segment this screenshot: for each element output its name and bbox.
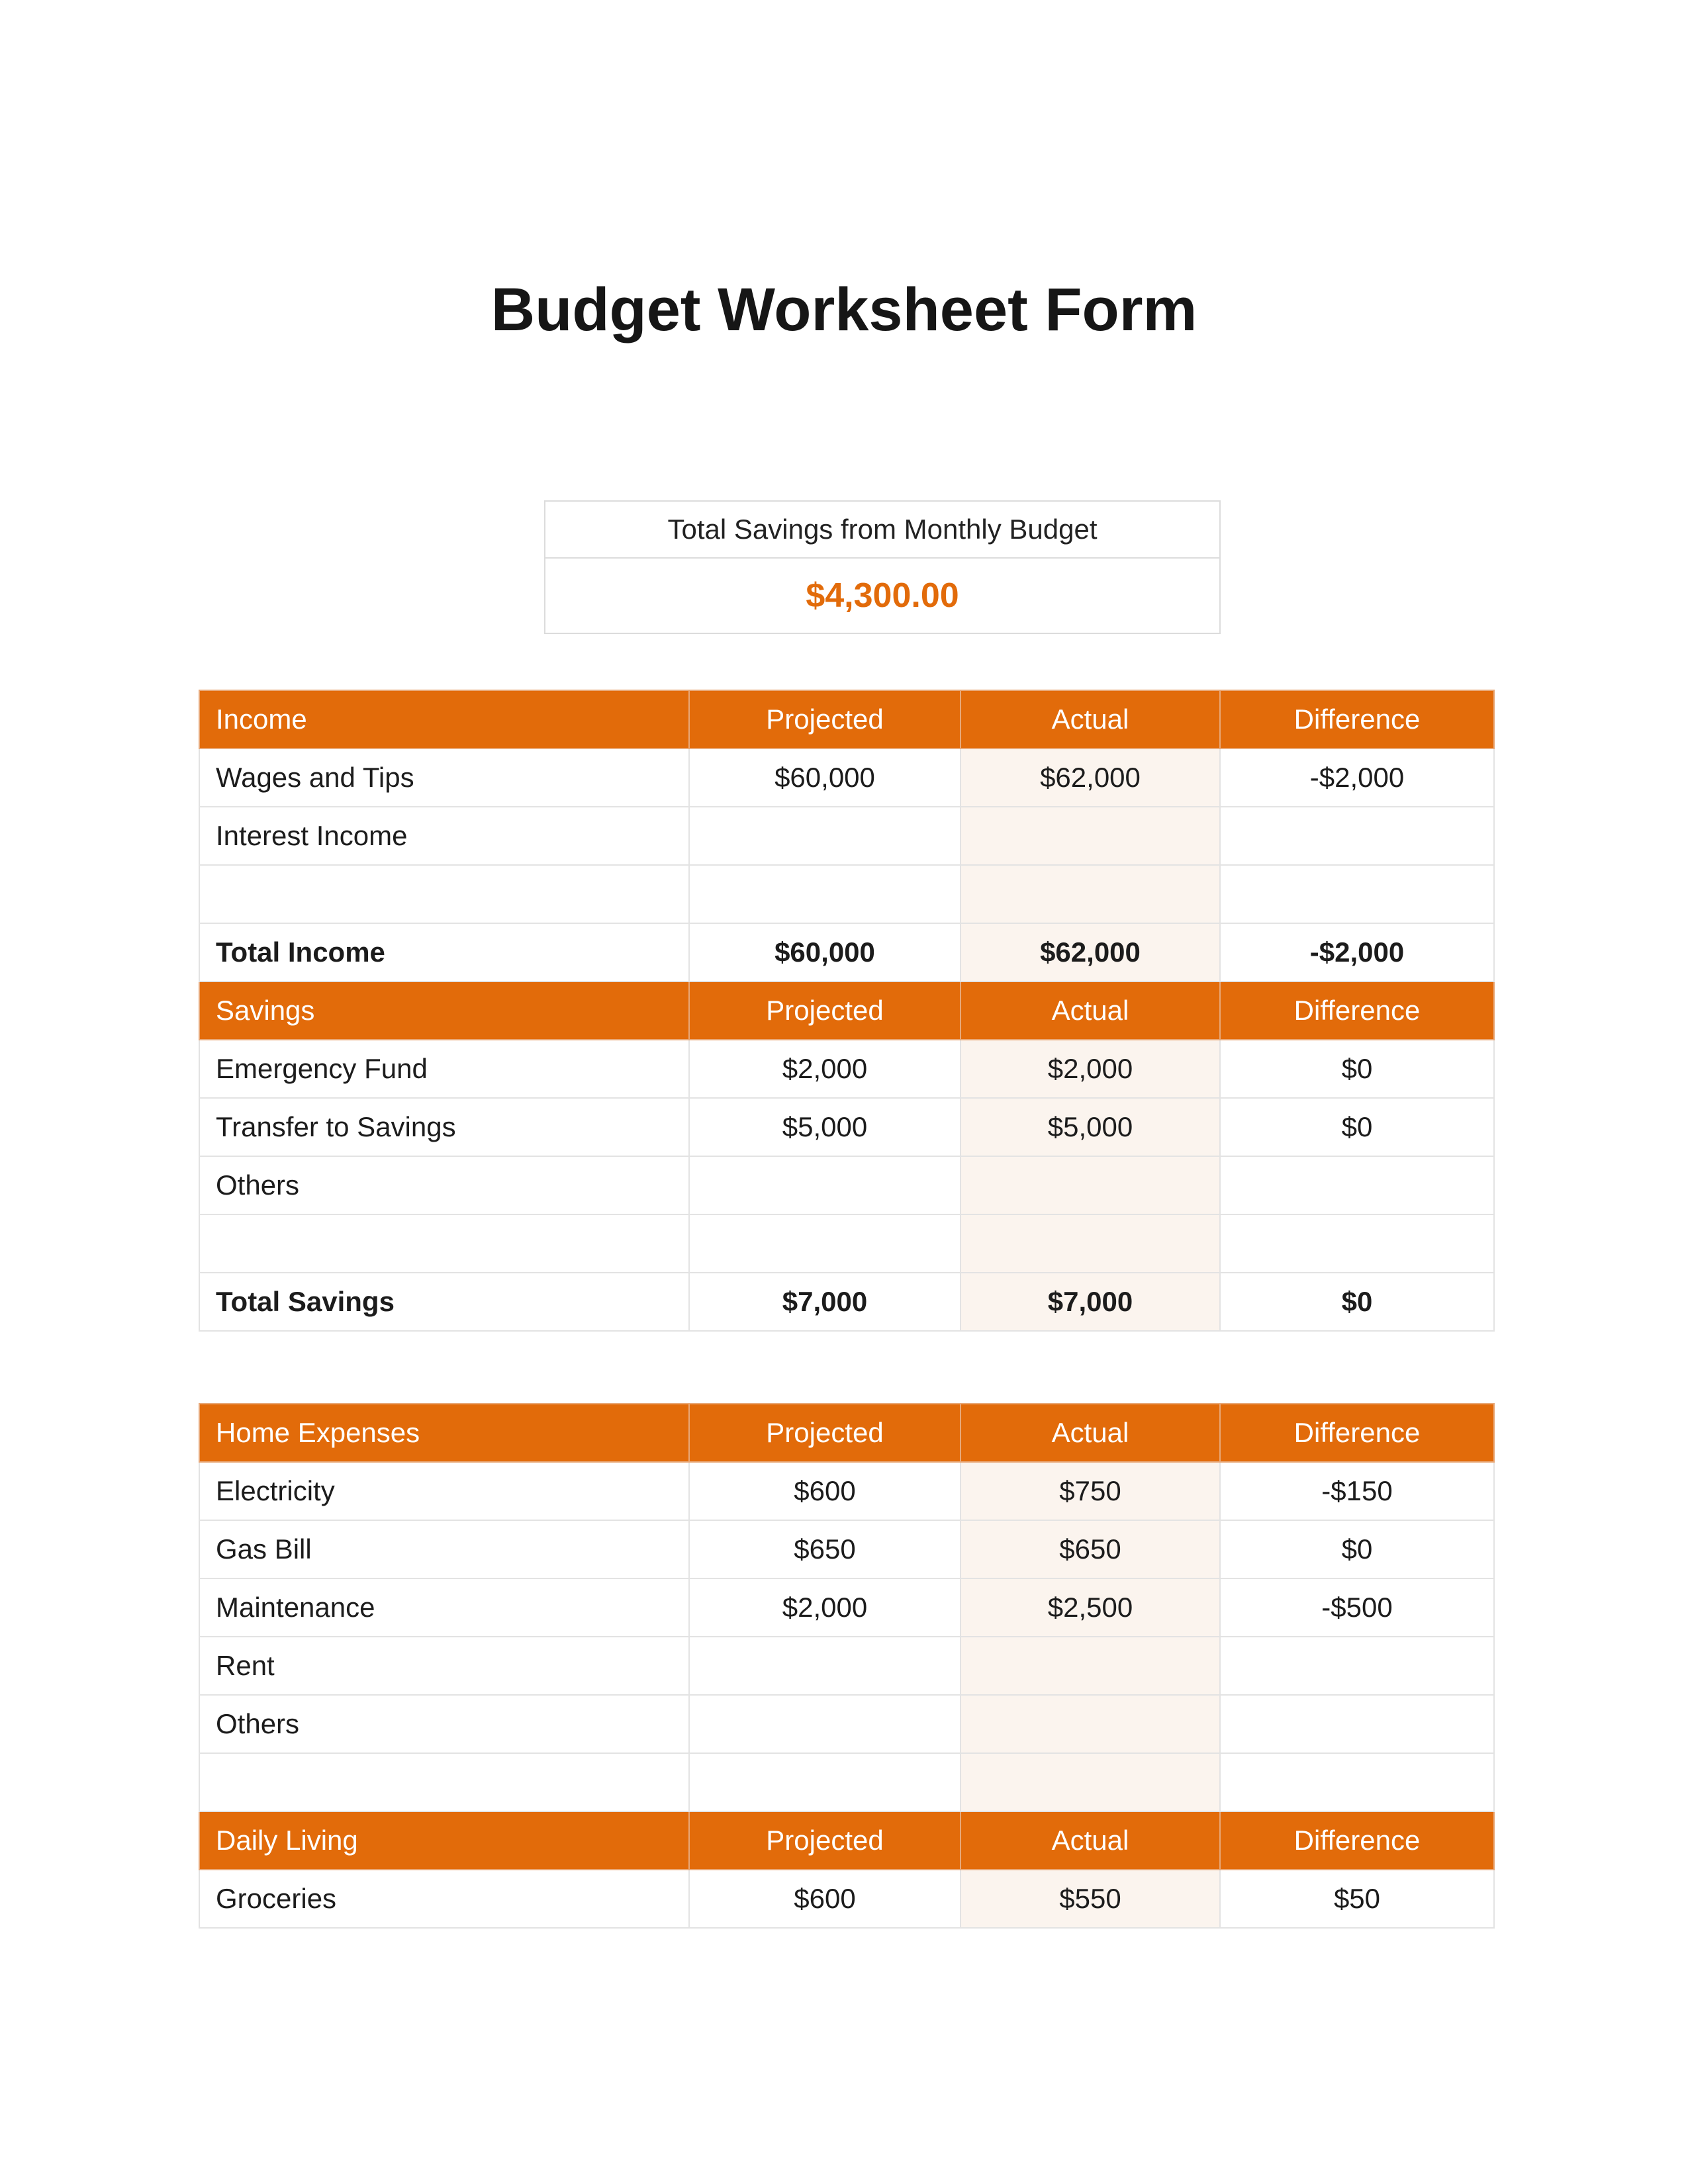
savings-row (199, 1214, 1494, 1273)
income-row (199, 807, 1494, 865)
income-difference-cell[interactable] (1220, 865, 1494, 923)
savings-row (199, 1156, 1494, 1214)
savings-projected-cell[interactable] (689, 1214, 961, 1273)
home-expenses-difference-cell[interactable]: -$500 (1220, 1578, 1494, 1637)
income-row (199, 749, 1494, 807)
home-expenses-difference-cell[interactable]: $0 (1220, 1520, 1494, 1578)
savings-label-cell: Others (199, 1156, 689, 1214)
home-expenses-actual-cell[interactable] (961, 1753, 1220, 1811)
home-expenses-label-cell: Gas Bill (199, 1520, 689, 1578)
home-expenses-row (199, 1695, 1494, 1753)
savings-actual-cell[interactable] (961, 1156, 1220, 1214)
home-expenses-actual-cell[interactable] (961, 1695, 1220, 1753)
daily-living-actual-cell[interactable]: $550 (961, 1870, 1220, 1928)
daily-living-label-cell: Groceries (199, 1870, 689, 1928)
savings-total-row (199, 1273, 1494, 1331)
total-savings-summary (544, 500, 1221, 634)
savings-header-row (199, 981, 1494, 1040)
savings-label-cell: Total Savings (199, 1273, 689, 1331)
home-expenses-projected-cell[interactable] (689, 1695, 961, 1753)
income-header-row (199, 690, 1494, 749)
home-expenses-difference-cell[interactable] (1220, 1637, 1494, 1695)
savings-row (199, 1040, 1494, 1098)
income-actual-cell[interactable] (961, 807, 1220, 865)
savings-projected-cell[interactable]: $5,000 (689, 1098, 961, 1156)
home-expenses-label-cell: Rent (199, 1637, 689, 1695)
income-label-cell (199, 865, 689, 923)
daily-living-difference-cell[interactable]: $50 (1220, 1870, 1494, 1928)
income-difference-cell: Difference (1220, 690, 1494, 749)
page-title: Budget Worksheet Form (491, 276, 1197, 343)
income-label-cell: Wages and Tips (199, 749, 689, 807)
savings-actual-cell: Actual (961, 981, 1220, 1040)
home-expenses-label-cell: Home Expenses (199, 1404, 689, 1462)
home-expenses-actual-cell[interactable]: $2,500 (961, 1578, 1220, 1637)
home-expenses-row (199, 1578, 1494, 1637)
home-expenses-row (199, 1637, 1494, 1695)
home-expenses-actual-cell: Actual (961, 1404, 1220, 1462)
savings-label-cell: Emergency Fund (199, 1040, 689, 1098)
savings-label-cell (199, 1214, 689, 1273)
home-expenses-label-cell: Others (199, 1695, 689, 1753)
daily-living-row (199, 1870, 1494, 1928)
income-label-cell: Total Income (199, 923, 689, 981)
income-difference-cell[interactable] (1220, 807, 1494, 865)
savings-row (199, 1098, 1494, 1156)
summary-value: $4,300.00 (545, 558, 1220, 633)
savings-projected-cell: $7,000 (689, 1273, 961, 1331)
income-projected-cell[interactable] (689, 865, 961, 923)
expenses-table (199, 1403, 1495, 1929)
home-expenses-row (199, 1462, 1494, 1520)
savings-difference-cell[interactable] (1220, 1214, 1494, 1273)
income-total-row (199, 923, 1494, 981)
savings-projected-cell: Projected (689, 981, 961, 1040)
income-actual-cell[interactable] (961, 865, 1220, 923)
income-row (199, 865, 1494, 923)
income-label-cell: Interest Income (199, 807, 689, 865)
home-expenses-difference-cell[interactable] (1220, 1753, 1494, 1811)
daily-living-difference-cell: Difference (1220, 1811, 1494, 1870)
home-expenses-actual-cell[interactable]: $750 (961, 1462, 1220, 1520)
daily-living-header-row (199, 1811, 1494, 1870)
savings-projected-cell[interactable]: $2,000 (689, 1040, 961, 1098)
income-projected-cell: Projected (689, 690, 961, 749)
savings-actual-cell[interactable] (961, 1214, 1220, 1273)
home-expenses-projected-cell[interactable]: $600 (689, 1462, 961, 1520)
home-expenses-header-row (199, 1404, 1494, 1462)
summary-label: Total Savings from Monthly Budget (545, 501, 1220, 558)
home-expenses-difference-cell: Difference (1220, 1404, 1494, 1462)
income-actual-cell: $62,000 (961, 923, 1220, 981)
savings-projected-cell[interactable] (689, 1156, 961, 1214)
savings-difference-cell[interactable]: $0 (1220, 1098, 1494, 1156)
income-projected-cell[interactable]: $60,000 (689, 749, 961, 807)
savings-actual-cell: $7,000 (961, 1273, 1220, 1331)
daily-living-label-cell: Daily Living (199, 1811, 689, 1870)
savings-label-cell: Transfer to Savings (199, 1098, 689, 1156)
daily-living-projected-cell: Projected (689, 1811, 961, 1870)
savings-actual-cell[interactable]: $2,000 (961, 1040, 1220, 1098)
home-expenses-label-cell (199, 1753, 689, 1811)
daily-living-projected-cell[interactable]: $600 (689, 1870, 961, 1928)
home-expenses-actual-cell[interactable]: $650 (961, 1520, 1220, 1578)
home-expenses-label-cell: Maintenance (199, 1578, 689, 1637)
home-expenses-difference-cell[interactable] (1220, 1695, 1494, 1753)
income-savings-table (199, 690, 1495, 1332)
savings-label-cell: Savings (199, 981, 689, 1040)
home-expenses-label-cell: Electricity (199, 1462, 689, 1520)
home-expenses-projected-cell[interactable]: $650 (689, 1520, 961, 1578)
home-expenses-actual-cell[interactable] (961, 1637, 1220, 1695)
home-expenses-projected-cell[interactable] (689, 1637, 961, 1695)
income-difference-cell: -$2,000 (1220, 923, 1494, 981)
income-difference-cell[interactable]: -$2,000 (1220, 749, 1494, 807)
income-projected-cell: $60,000 (689, 923, 961, 981)
income-projected-cell[interactable] (689, 807, 961, 865)
home-expenses-row (199, 1753, 1494, 1811)
income-actual-cell: Actual (961, 690, 1220, 749)
home-expenses-row (199, 1520, 1494, 1578)
income-label-cell: Income (199, 690, 689, 749)
savings-difference-cell[interactable] (1220, 1156, 1494, 1214)
home-expenses-projected-cell: Projected (689, 1404, 961, 1462)
savings-actual-cell[interactable]: $5,000 (961, 1098, 1220, 1156)
savings-difference-cell: Difference (1220, 981, 1494, 1040)
home-expenses-projected-cell[interactable] (689, 1753, 961, 1811)
daily-living-actual-cell: Actual (961, 1811, 1220, 1870)
home-expenses-projected-cell[interactable]: $2,000 (689, 1578, 961, 1637)
home-expenses-difference-cell[interactable]: -$150 (1220, 1462, 1494, 1520)
income-actual-cell[interactable]: $62,000 (961, 749, 1220, 807)
savings-difference-cell[interactable]: $0 (1220, 1040, 1494, 1098)
savings-difference-cell: $0 (1220, 1273, 1494, 1331)
